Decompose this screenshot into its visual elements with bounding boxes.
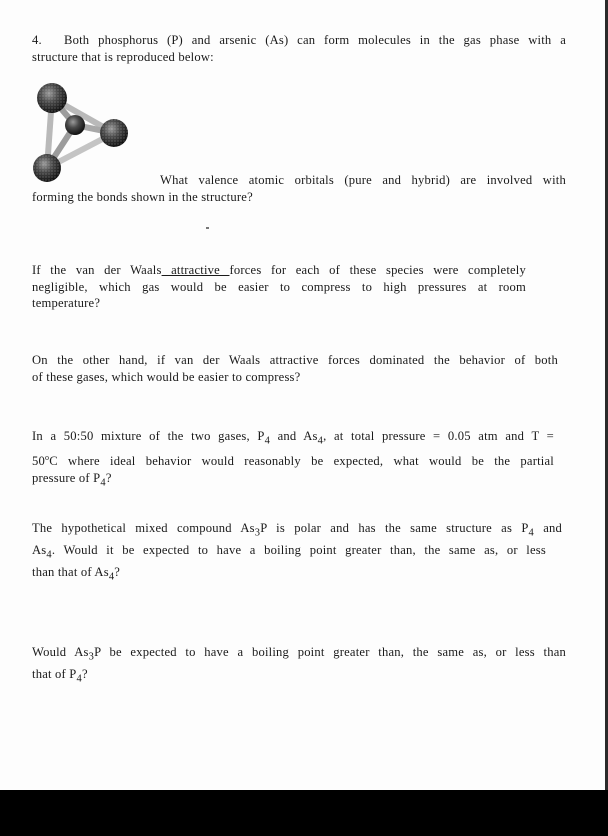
part-d-line-1: In a 50:50 mixture of the two gases, $P_4$ and $As_4$, at total pressure = 0.05 atm and T = <box>32 429 554 447</box>
scan-speck <box>206 227 209 229</box>
question-number: 4. <box>32 33 42 47</box>
part-a-line-1: What valence atomic orbitals (pure and hybrid) are involved with <box>160 173 566 187</box>
part-e-line-2: $As_4$. Would it be expected to have a boiling point greater than, the same as, or less <box>32 543 546 561</box>
part-c-compressibility <box>32 352 558 385</box>
part-a-orbitals <box>32 172 566 205</box>
part-b-line-2: negligible, which gas would be easier to compress to high pressures at room <box>32 279 526 294</box>
part-b-compressibility <box>32 262 526 312</box>
part-d-line-3: pressure of $P_4$? <box>32 470 112 489</box>
part-a-line-2: forming the bonds shown in the structure? <box>32 189 253 204</box>
part-e-line-1: The hypothetical mixed compound $As_3P$ is polar and has the same structure as $P_4$ and <box>32 521 563 539</box>
part-f-line-1: Would $As_3P$ be expected to have a boiling point greater than, the same as, or less than <box>32 645 566 663</box>
part-e-line-3: than that of $As_4$? <box>32 565 121 583</box>
part-c-line-2: of these gases, which would be easier to compress? <box>32 369 301 384</box>
scan-bottom-border <box>0 790 608 836</box>
question-4-intro <box>32 32 566 65</box>
question-intro-line-2: structure that is reproduced below: <box>32 49 214 64</box>
part-f-line-2: that of $P_4$? <box>32 667 88 685</box>
part-b-line-3: temperature? <box>32 296 101 310</box>
part-f-boiling-point <box>32 644 566 688</box>
part-d-line-2: 50$^o$C where ideal behavior would reasonably be expected, what would be the partial <box>32 453 554 469</box>
question-intro-line-1: 4. Both phosphorus (P) and arsenic (As) can form molecules in the gas phase with a <box>32 33 566 47</box>
part-c-line-1: On the other hand, if van der Waals attractive forces dominated the behavior of both <box>32 353 558 367</box>
underlined-word-attractive: attractive <box>161 263 230 277</box>
part-b-line-1: If the van der Waals attractive forces for each of these species were completely <box>32 263 526 277</box>
part-d-partial-pressure <box>32 428 554 492</box>
part-e-mixed-compound <box>32 520 562 586</box>
